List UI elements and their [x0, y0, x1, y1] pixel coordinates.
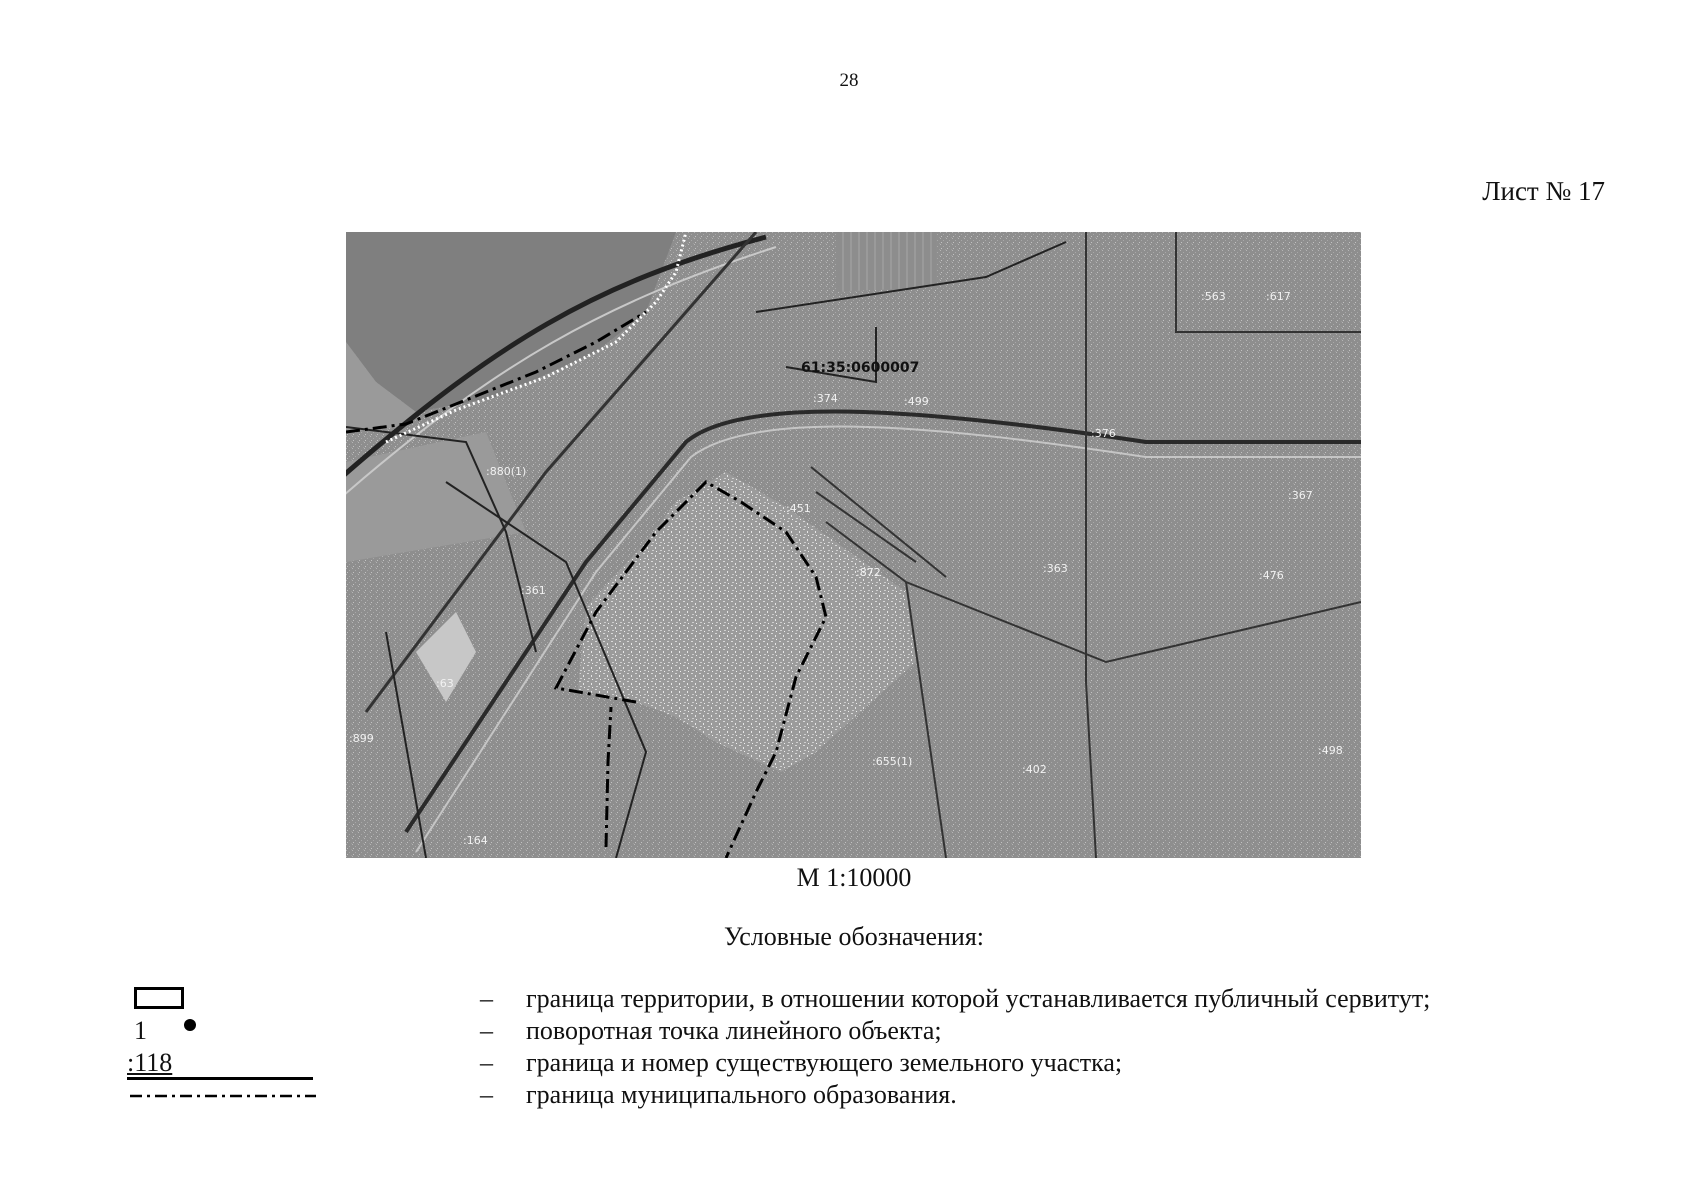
legend-description: поворотная точка линейного объекта; [526, 1016, 942, 1045]
parcel-label: :63 [436, 677, 454, 690]
parcel-label: :451 [786, 502, 811, 515]
parcel-label: :376 [1091, 427, 1116, 440]
point-number-sample: 1 [134, 1016, 147, 1045]
parcel-label: :363 [1043, 562, 1068, 575]
legend-dash: – [480, 1016, 493, 1045]
legend-dash: – [480, 1080, 493, 1109]
parcel-number-sample: :118 [127, 1048, 173, 1077]
page-number: 28 [839, 70, 859, 91]
parcel-label: :361 [521, 584, 546, 597]
parcel-label: :476 [1259, 569, 1284, 582]
parcel-label: :367 [1288, 489, 1313, 502]
parcel-label: :899 [349, 732, 374, 745]
striped-field [836, 232, 936, 292]
parcel-label: :563 [1201, 290, 1226, 303]
rectangle-icon [134, 987, 184, 1009]
legend-item-municipal-boundary [0, 1079, 1698, 1111]
legend-dash: – [480, 1048, 493, 1077]
legend-description: граница территории, в отношении которой устанавливается публичный сервитут; [526, 984, 1431, 1013]
legend [0, 983, 1698, 1113]
legend-description: граница муниципального образования. [526, 1080, 957, 1109]
parcel-label: :499 [904, 395, 929, 408]
legend-item-servitude-boundary [0, 983, 1698, 1015]
legend-dash: – [480, 984, 493, 1013]
map-scale: М 1:10000 [796, 863, 912, 892]
parcel-label: :498 [1318, 744, 1343, 757]
parcel-label: :617 [1266, 290, 1291, 303]
parcel-label: :402 [1022, 763, 1047, 776]
parcel-label: :164 [463, 834, 488, 847]
cadastral-map [346, 232, 1361, 858]
sheet-label: Лист № 17 [1482, 176, 1605, 206]
legend-title: Условные обозначения: [723, 922, 985, 951]
dash-dot-line-icon [130, 1094, 316, 1098]
parcel-label: :872 [856, 566, 881, 579]
cadastral-quarter-label: 61:35:0600007 [801, 360, 920, 376]
point-dot-icon [184, 1019, 196, 1031]
parcel-label: :374 [813, 392, 838, 405]
legend-item-turning-point [0, 1015, 1698, 1047]
legend-item-parcel-boundary [0, 1047, 1698, 1079]
parcel-label: :880(1) [486, 465, 527, 478]
legend-description: граница и номер существующего земельного участка; [526, 1048, 1123, 1077]
parcel-label: :655(1) [872, 755, 913, 768]
